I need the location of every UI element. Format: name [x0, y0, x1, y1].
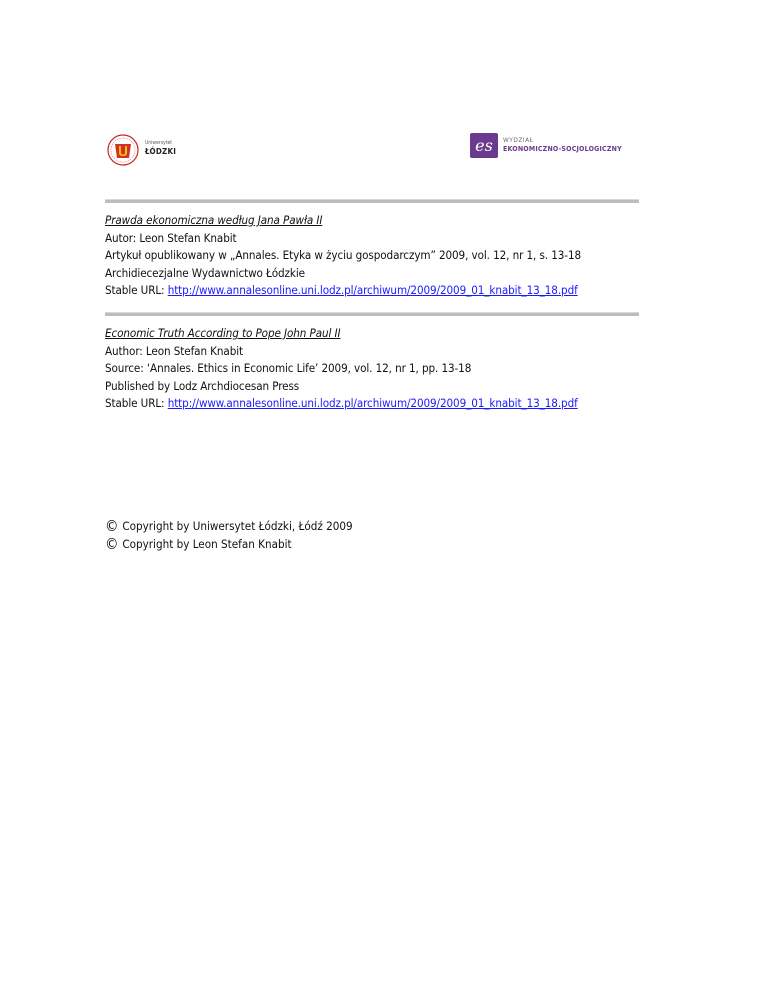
- english-author: Author: Leon Stefan Knabit: [105, 343, 244, 358]
- polish-url-label: Stable URL:: [105, 283, 168, 298]
- polish-publisher: Archidiecezjalne Wydawnictwo Łódzkie: [105, 265, 305, 280]
- middle-divider: [105, 312, 639, 316]
- polish-url-link[interactable]: http://www.annalesonline.uni.lodz.pl/archiwum/2009/2009_01_knabit_13_18.pdf: [167, 283, 578, 298]
- university-of-lodz-logo: [106, 132, 176, 168]
- polish-title: Prawda ekonomiczna według Jana Pawła II: [105, 213, 323, 227]
- english-publisher: Published by Lodz Archdiocesan Press: [105, 378, 300, 393]
- copyright-icon: ©: [105, 535, 119, 553]
- faculty-logo-bottom-text: EKONOMICZNO-SOCJOLOGICZNY: [503, 145, 622, 153]
- copyright-text-author: Copyright by Leon Stefan Knabit: [122, 537, 292, 551]
- faculty-es-mark: es: [470, 133, 498, 158]
- copyright-icon: ©: [105, 517, 119, 535]
- english-citation: [105, 325, 665, 413]
- english-stable-url: [105, 395, 665, 413]
- english-source: Source: ‘Annales. Ethics in Economic Life’ 2009, vol. 12, nr 1, pp. 13-18: [105, 361, 472, 376]
- polish-author: Autor: Leon Stefan Knabit: [105, 230, 237, 245]
- faculty-logo-top-text: WYDZIAŁ: [503, 136, 534, 144]
- logo-university-name: ŁÓDZKI: [145, 147, 177, 156]
- polish-article: Artykuł opublikowany w „Annales. Etyka w życiu gospodarczym” 2009, vol. 12, nr 1, s. 13-18: [105, 248, 582, 263]
- polish-citation: [105, 212, 665, 300]
- logo-university-small-text: Uniwersytet: [145, 140, 172, 146]
- english-url-link[interactable]: http://www.annalesonline.uni.lodz.pl/archiwum/2009/2009_01_knabit_13_18.pdf: [167, 396, 578, 411]
- english-title: Economic Truth According to Pope John Paul II: [105, 326, 341, 340]
- polish-stable-url: [105, 282, 665, 300]
- copyright-block: [105, 517, 353, 553]
- copyright-text-university: Copyright by Uniwersytet Łódzki, Łódź 2009: [122, 519, 353, 533]
- top-divider: [105, 199, 639, 203]
- english-url-label: Stable URL:: [105, 396, 168, 411]
- copyright-line-author: [105, 535, 353, 553]
- university-seal-icon: [106, 132, 140, 168]
- copyright-line-university: [105, 517, 353, 535]
